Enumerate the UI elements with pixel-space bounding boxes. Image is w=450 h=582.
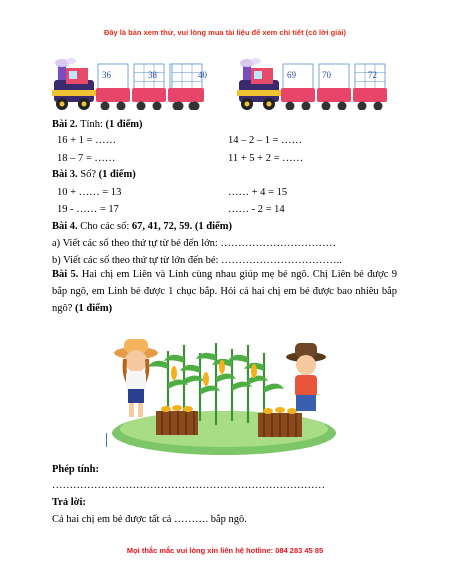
bai3-item-4: …… - 2 = 14 <box>228 204 285 215</box>
train-illustrations <box>52 58 392 110</box>
bai5-question: Bài 5. Hai chị em Liên và Linh cùng nhau giúp mẹ bẻ ngô. Chị Liên bẻ được 9 bắp ngô, em Linh bẻ được 1 chục bắp. Hỏi cả hai chị em bẻ được bao nhiêu bắp ngô? (1 điểm) <box>52 269 397 314</box>
bai3-item-3: 19 - …… = 17 <box>57 204 119 215</box>
corn-harvest-illustration <box>106 333 338 457</box>
bai2-title: Bài 2. Tính: (1 điểm) <box>52 119 143 130</box>
tra-loi-sentence: Cả hai chị em bẻ được tất cả ………. bắp ngô. <box>52 514 247 525</box>
phep-tinh-label: Phép tính: <box>52 464 99 475</box>
bai2-item-4: 11 + 5 + 2 = …… <box>228 153 304 164</box>
phep-tinh-answer-line: …………………………………………………………………… <box>52 480 325 491</box>
bai3-item-2: …… + 4 = 15 <box>228 187 288 198</box>
bai2-item-3: 18 – 7 = …… <box>57 153 116 164</box>
bai4-part-b: b) Viết các số theo thứ tự từ lớn đến bé: …………………………….. <box>52 255 342 266</box>
bai4-part-a: a) Viết các số theo thứ tự từ bé đến lớn: …………………………… <box>52 238 336 249</box>
bai2-item-1: 16 + 1 = …… <box>57 135 117 146</box>
tra-loi-label: Trả lời: <box>52 497 86 508</box>
svg-text:70: 70 <box>322 70 331 80</box>
train1-label-3: 38 <box>148 70 157 80</box>
bai3-item-1: 10 + …… = 13 <box>57 187 122 198</box>
svg-text:40: 40 <box>198 70 207 80</box>
footer-notice: Mọi thắc mắc vui lòng xin liên hệ hotline: 084 283 45 85 <box>126 546 324 555</box>
svg-text:69: 69 <box>287 70 296 80</box>
bai3-title: Bài 3. Số? (1 điểm) <box>52 169 136 180</box>
header-notice: Đây là bản xem thử, vui lòng mua tài liệu để xem chi tiết (có lời giải) <box>103 28 347 37</box>
train1-label-1: 36 <box>102 70 111 80</box>
bai4-title: Bài 4. Cho các số: 67, 41, 72, 59. (1 điểm) <box>52 221 232 232</box>
svg-text:72: 72 <box>368 70 377 80</box>
bai2-item-2: 14 – 2 – 1 = …… <box>228 135 303 146</box>
